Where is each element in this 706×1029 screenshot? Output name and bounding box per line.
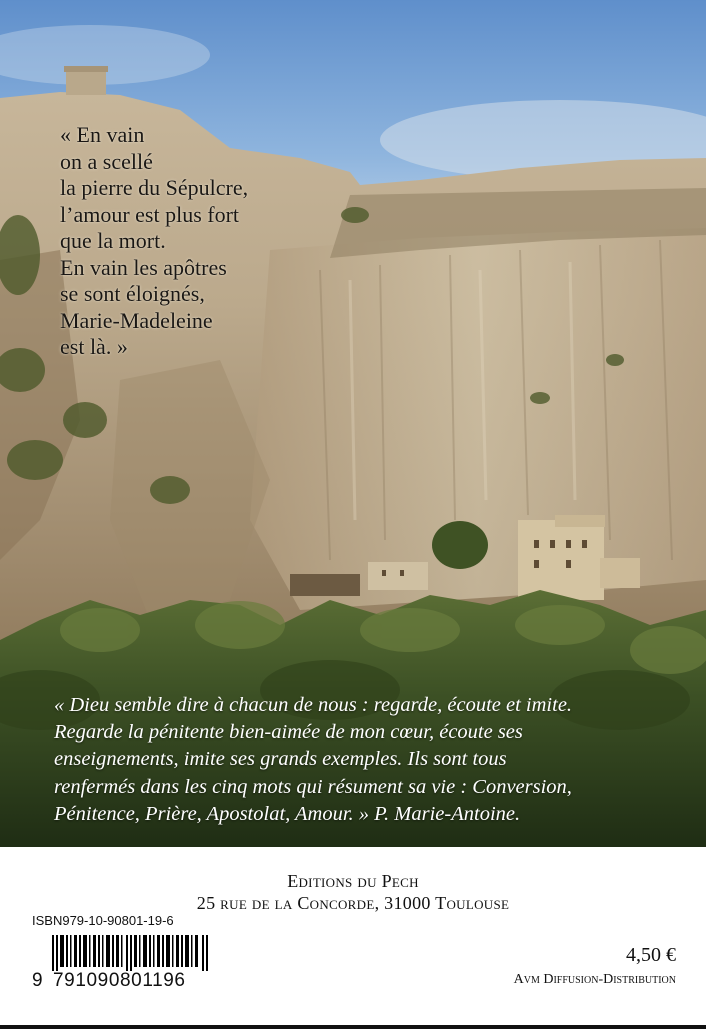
publisher-name: Editions du Pech [287,871,419,891]
isbn-label: ISBN979-10-90801-19-6 [32,913,174,928]
bottom-quote-line: « Dieu semble dire à chacun de nous : regarde, écoute et imite. [54,694,573,716]
top-quote-line: que la mort. [60,228,166,253]
top-quote-line: la pierre du Sépulcre, [60,175,249,200]
barcode-digits: 791090801196 [53,970,186,991]
publisher-address: 25 rue de la Concorde, 31000 Toulouse [196,893,510,913]
top-quote-line: on a scellé [60,148,153,174]
distributor: Avm Diffusion-Distribution [513,972,676,987]
barcode-first-digit: 9 [32,970,44,991]
top-quote [60,122,320,361]
bottom-quote [54,692,704,828]
bottom-quote-line: Pénitence, Prière, Apostolat, Amour. » P. Marie-Antoine. [54,802,521,825]
top-quote-line: l’amour est plus fort [60,201,240,227]
bottom-quote-line: enseignements, imite ses grands exemples. Ils sont tous [54,748,507,771]
bottom-quote-line: renfermés dans les cinq mots qui résument sa vie : Conversion, [54,775,572,798]
barcode-icon [52,935,212,971]
bottom-quote-line: Regarde la pénitente bien-aimée de mon cœur, écoute ses [54,721,523,744]
top-quote-line: « En vain [60,122,145,147]
top-quote-line: est là. » [60,334,128,359]
top-quote-line: En vain les apôtres [60,254,227,280]
price: 4,50 € [626,944,676,966]
bottom-border [0,1025,706,1029]
top-quote-line: Marie-Madeleine [60,307,213,333]
top-quote-line: se sont éloignés, [60,281,205,306]
